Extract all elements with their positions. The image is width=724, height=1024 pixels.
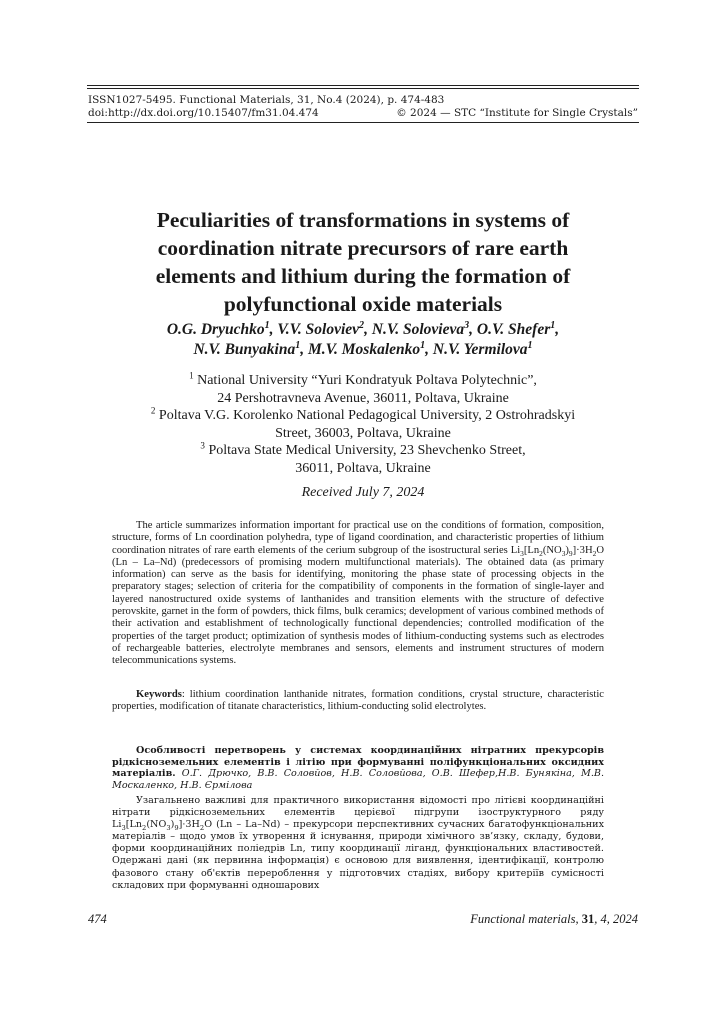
footer-issue: , 4, 2024	[594, 912, 638, 926]
received-date: Received July 7, 2024	[301, 485, 425, 500]
paper-title	[88, 206, 638, 318]
page-number: 474	[88, 912, 107, 926]
author-name: M.V. Moskalenko	[308, 341, 421, 358]
keywords-text: : lithium coordination lanthanide nitrates, formation conditions, crystal structure, characteristic properties, modification of titanate characteristics, lithium-conducting solid electrolytes.	[112, 689, 604, 713]
ukrainian-summary-body	[112, 795, 604, 892]
journal-info: ISSN1027-5495. Functional Materials, 31, No.4 (2024), p. 474-483	[88, 94, 445, 106]
title-line: polyfunctional oxide materials	[223, 292, 503, 316]
doi-link[interactable]: doi:http://dx.doi.org/10.15407/fm31.04.474	[88, 107, 319, 119]
abstract-text: The article summarizes information important for practical use on the conditions of formation, composition, structure, forms of Ln coordination polyhedra, type of ligand coordination, and characteristic properties of lithium coordination nitrates of rare earth elements of the cerium subgroup of the isostructural series	[112, 520, 604, 556]
title-line: elements and lithium during the formation of	[155, 264, 571, 288]
affiliation-number: 2	[150, 405, 156, 416]
author-affiliation-mark: 1	[550, 319, 556, 331]
abstract-text: (Ln – La–Nd) (predecessors of promising modern multifunctional materials). The obtained data (as primary information) can serve as the basis for identifying, monitoring the phase state of processing objects in the preparatory stages; selection of criteria for the compatibility of components in the formation of single-layer and layered nanostructured oxide systems of lanthanides and transition elements with the structure of defective perovskite, garnet in the form of powders, thick films, bulk ceramics; development of various combined methods of their activation and establishment of technologically functional dependencies; controlled modification of the properties of the target product; optimization of synthesis modes of lithium-conducting systems such as electrodes of rechargeable batteries, electrolyte membranes and sensors, elements and instrument structures of modern telecommunications systems.	[112, 556, 604, 667]
chemical-formula: $Li_3[Ln_2(NO_3)_9]\cdot 3H_2O$	[112, 819, 213, 833]
ukrainian-text: Узагальнено важливі для практичного використання відомості про літієві координаційні нітрати рідкісноземельних елементів церієвої підгрупи ізоструктурного ряду	[112, 795, 604, 819]
ukrainian-summary-heading	[112, 745, 604, 791]
affiliation-text: 36011, Poltava, Ukraine	[295, 460, 431, 476]
author-affiliation-mark: 1	[295, 339, 301, 351]
author-name: N.V. Bunyakina	[193, 341, 296, 358]
copyright: © 2024 — STC “Institute for Single Crystals”	[396, 107, 638, 119]
affiliation-text: Street, 36003, Poltava, Ukraine	[275, 425, 451, 441]
header-rule-bottom	[87, 122, 639, 123]
title-line: Peculiarities of transformations in systems of	[156, 208, 570, 232]
author-affiliation-mark: 1	[420, 339, 426, 351]
affiliation-text: Poltava State Medical University, 23 Shevchenko Street,	[208, 443, 526, 458]
author-affiliation-mark: 2	[359, 319, 365, 331]
affiliation-text: Poltava V.G. Korolenko National Pedagogical University, 2 Ostrohradskyi	[158, 408, 576, 423]
author-affiliation-mark: 1	[264, 319, 270, 331]
affiliation-text: 24 Pershotravneva Avenue, 36011, Poltava, Ukraine	[217, 390, 509, 406]
abstract	[112, 520, 604, 668]
author-name: N.V. Solovieva	[371, 321, 465, 338]
affiliation-text: National University “Yuri Kondratyuk Poltava Polytechnic”,	[197, 373, 537, 388]
footer-journal: Functional materials,	[470, 912, 582, 926]
affiliations	[88, 372, 638, 477]
affiliation-number: 1	[189, 370, 194, 381]
running-footer	[470, 912, 638, 927]
affiliation-number: 3	[200, 440, 205, 451]
author-name: V.V. Soloviev	[277, 321, 360, 338]
keywords	[112, 689, 604, 714]
keywords-label: Keywords	[136, 689, 182, 700]
author-affiliation-mark: 3	[464, 319, 470, 331]
journal-line	[88, 94, 638, 107]
author-list: O.G. Dryuchko$^1$, V.V. Soloviev$^2$, N.V. Solovieva$^3$, O.V. Shefer$^1$, N.V. Bunyakina$^1$, M.V. Moskalenko$^1$, N.V. Yermilova$^1$	[166, 319, 560, 358]
header-rule-top	[87, 85, 639, 86]
chemical-formula: $Li_3[Ln_2(NO_3)_9]\cdot 3H_2O$	[510, 544, 604, 558]
title-line: coordination nitrate precursors of rare earth	[157, 236, 569, 260]
author-name: O.V. Shefer	[476, 321, 551, 338]
author-affiliation-mark: 1	[527, 339, 533, 351]
author-name: N.V. Yermilova	[432, 341, 528, 358]
ukrainian-text: (Ln – La–Nd) – прекурсори перспективних сучасних багатофункціональних матеріалів – щодо умов їх утворення й існування, природи хімічного зв’язку, складу, будови, форми координаційних поліедрів Ln, типу координації лігaнд, функціональних властивостей. Одержані дані (як первинна інформація) є основою для виявлення, ідентифікації, контролю фазового стану об'єктів перероблення у підготовчих стадіях, вибору критеріїв сумісності складових при формуванні одношарових	[112, 819, 604, 891]
footer-volume: 31	[581, 912, 595, 926]
ukrainian-title: Особливості перетворень у системах координаційних нітратних прекурсорів рідкісноземельних елементів і літію при формуванні поліфункціональних оксидних матеріалів.	[112, 745, 604, 780]
doi-line	[88, 107, 638, 120]
ukrainian-authors: О.Г. Дрючко, В.В. Соловйов, Н.В. Соловйова, О.В. Шефер,Н.В. Бунякіна, М.В. Москаленко, Н.В. Єрмілова	[112, 768, 604, 791]
header-rule-top-second	[87, 88, 639, 89]
author-name: O.G. Dryuchko	[166, 321, 265, 338]
